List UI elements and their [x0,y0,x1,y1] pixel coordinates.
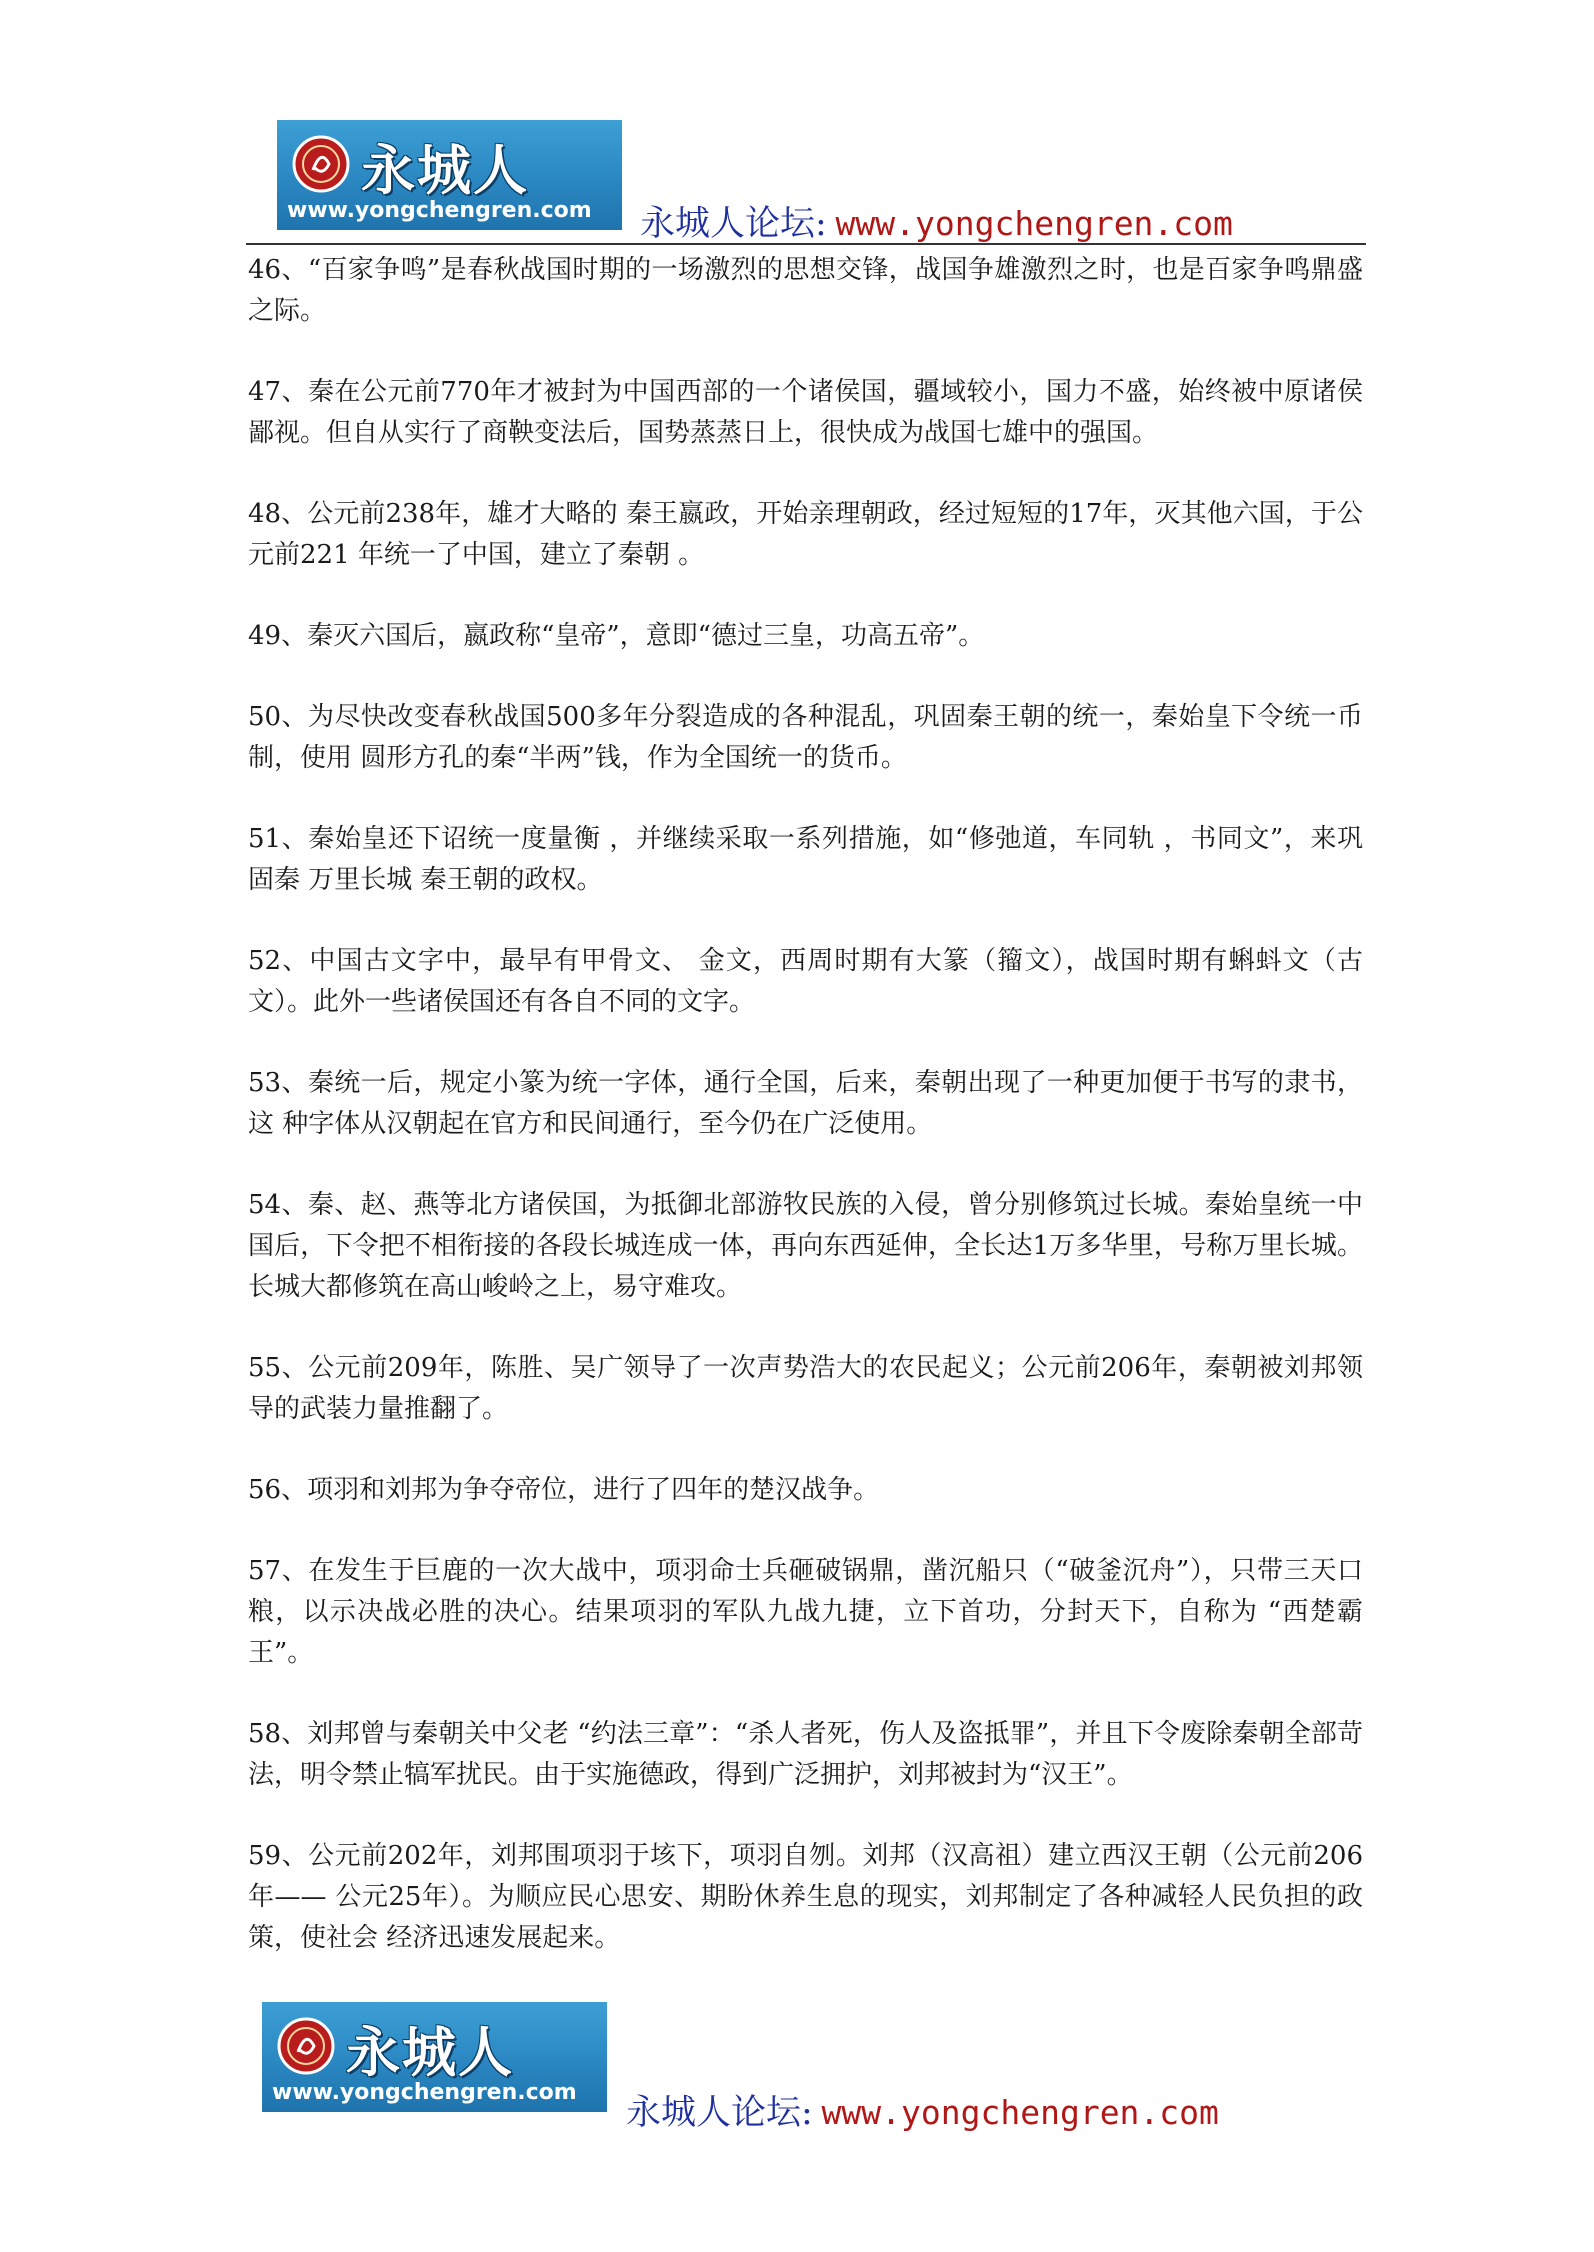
forum-label: 永城人论坛: [640,204,827,244]
logo-url: www.yongchengren.com [287,198,592,223]
list-item: 48、公元前238年，雄才大略的 秦王嬴政，开始亲理朝政，经过短短的17年，灭其他六国，于公元前221 年统一了中国，建立了秦朝 。 [248,499,1363,570]
logo-emblem-icon [291,134,351,194]
list-item: 57、在发生于巨鹿的一次大战中，项羽命士兵砸破锅鼎，凿沉船只（“破釜沉舟”），只带三天口粮，以示决战必胜的决心。结果项羽的军队九战九捷，立下首功，分封天下，自称为 “西楚霸王”。 [248,1556,1363,1668]
list-item: 52、中国古文字中，最早有甲骨文、 金文，西周时期有大篆（籀文），战国时期有蝌蚪文（古文）。此外一些诸侯国还有各自不同的文字。 [248,946,1363,1017]
list-item: 51、秦始皇还下诏统一度量衡 ，并继续采取一系列措施，如“修弛道，车同轨 ，书同文”，来巩固秦 万里长城 秦王朝的政权。 [248,824,1363,895]
footer-forum-line [626,2085,1219,2135]
forum-url[interactable]: www.yongchengren.com [835,204,1233,243]
footer-logo [262,2002,607,2112]
list-item: 49、秦灭六国后，嬴政称“皇帝”，意即“德过三皇，功高五帝”。 [248,621,985,651]
list-item: 54、秦、赵、燕等北方诸侯国，为抵御北部游牧民族的入侵，曾分别修筑过长城。秦始皇统一中国后，下令把不相衔接的各段长城连成一体，再向东西延伸，全长达1万多华里，号称万里长城。长城大都修筑在高山峻岭之上，易守难攻。 [248,1190,1363,1302]
logo-title: 永城人 [361,138,529,202]
list-item: 55、公元前209年，陈胜、吴广领导了一次声势浩大的农民起义；公元前206年，秦朝被刘邦领导的武装力量推翻了。 [248,1353,1363,1424]
forum-label: 永城人论坛: [626,2093,813,2133]
forum-url[interactable]: www.yongchengren.com [821,2093,1219,2132]
header-divider [246,243,1366,245]
list-item: 53、秦统一后，规定小篆为统一字体，通行全国，后来，秦朝出现了一种更加便于书写的隶书，这 种字体从汉朝起在官方和民间通行，至今仍在广泛使用。 [248,1068,1363,1139]
logo-url: www.yongchengren.com [272,2080,577,2105]
header-logo [277,120,622,230]
list-item: 59、公元前202年，刘邦围项羽于垓下，项羽自刎。刘邦（汉高祖）建立西汉王朝（公元前206年—— 公元25年）。为顺应民心思安、期盼休养生息的现实，刘邦制定了各种减轻人民负担的政策，使社会 经济迅速发展起来。 [248,1841,1363,1953]
list-item: 46、“百家争鸣”是春秋战国时期的一场激烈的思想交锋，战国争雄激烈之时，也是百家争鸣鼎盛之际。 [248,255,1363,326]
list-item: 47、秦在公元前770年才被封为中国西部的一个诸侯国，疆域较小，国力不盛，始终被中原诸侯鄙视。但自从实行了商鞅变法后，国势蒸蒸日上，很快成为战国七雄中的强国。 [248,377,1363,448]
list-item: 58、刘邦曾与秦朝关中父老 “约法三章”：“杀人者死，伤人及盗抵罪”，并且下令废除秦朝全部苛法，明令禁止犒军扰民。由于实施德政，得到广泛拥护，刘邦被封为“汉王”。 [248,1719,1363,1790]
list-item: 56、项羽和刘邦为争夺帝位，进行了四年的楚汉战争。 [248,1475,880,1505]
header-forum-line [640,196,1233,246]
list-item: 50、为尽快改变春秋战国500多年分裂造成的各种混乱，巩固秦王朝的统一，秦始皇下令统一币制，使用 圆形方孔的秦“半两”钱，作为全国统一的货币。 [248,702,1363,773]
document-body [248,250,1363,1999]
logo-emblem-icon [276,2016,336,2076]
logo-title: 永城人 [346,2020,514,2084]
